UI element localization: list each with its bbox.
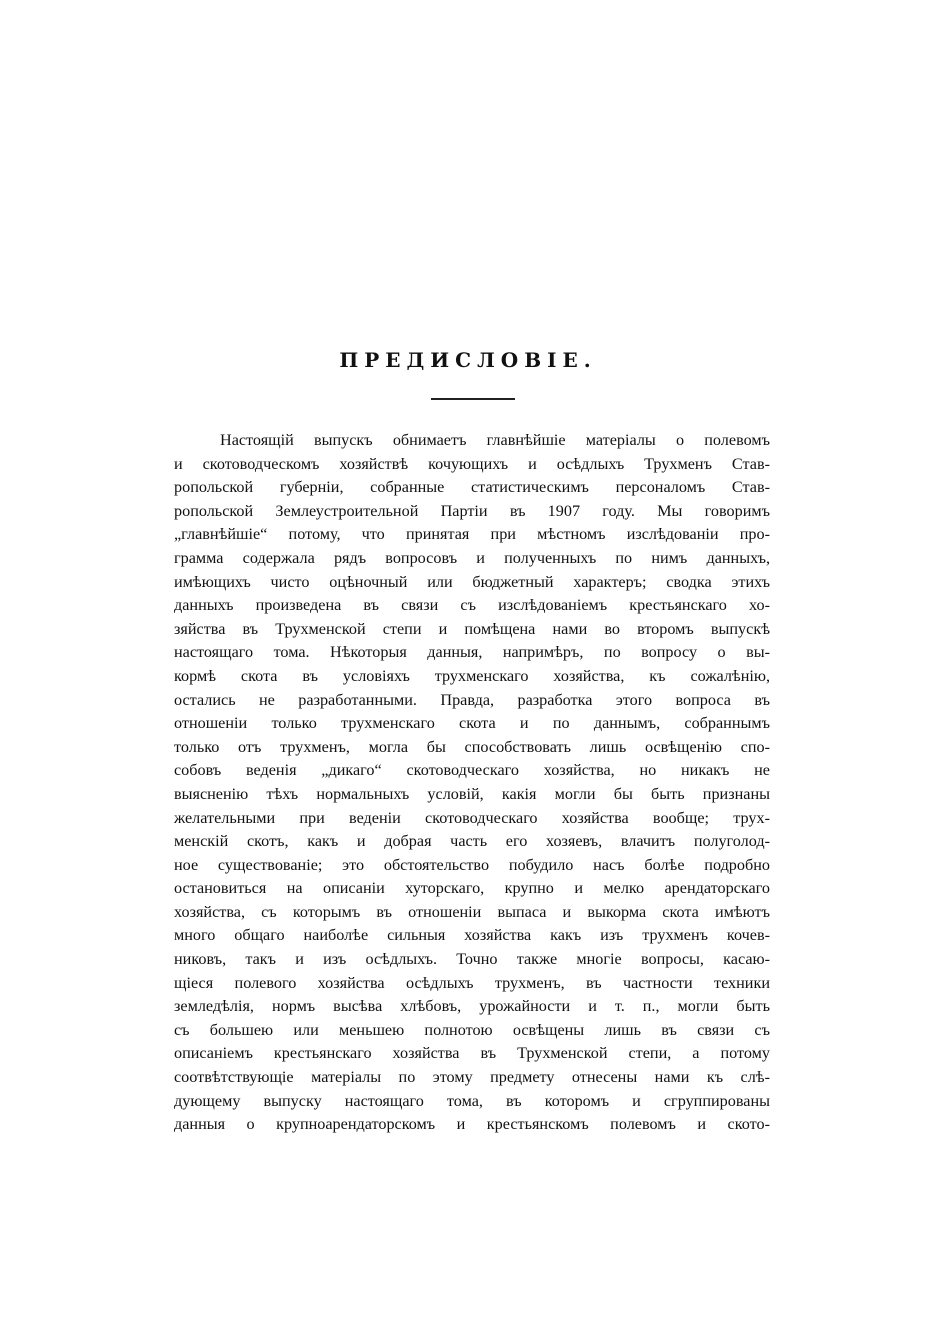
text-line: только отъ трухменъ, могла бы способствовать лишь освѣщенію спо- — [174, 737, 770, 756]
text-line: остановиться на описаніи хуторскаго, крупно и мелко арендаторскаго — [174, 879, 770, 898]
text-line: много общаго наиболѣе сильныя хозяйства какъ изъ трухменъ кочев- — [174, 926, 770, 945]
text-line: ропольской Землеустроительной Партіи въ 1907 году. Мы говоримъ — [174, 501, 770, 520]
text-line: данныя о крупноарендаторскомъ и крестьянскомъ полевомъ и ското- — [174, 1115, 770, 1134]
preface-body — [174, 429, 770, 1137]
text-line: ное существованіе; это обстоятельство побудило насъ болѣе подробно — [174, 855, 770, 874]
text-line: и скотоводческомъ хозяйствѣ кочующихъ и осѣдлыхъ Трухменъ Став- — [174, 454, 770, 473]
text-line: отношеніи только трухменскаго скота и по даннымъ, собраннымъ — [174, 714, 770, 733]
text-line: менскій скотъ, какъ и добрая часть его хозяевъ, влачитъ полуголод- — [174, 832, 770, 851]
text-line: выясненію тѣхъ нормальныхъ условій, какія могли бы быть признаны — [174, 784, 770, 803]
text-line: зяйства въ Трухменской степи и помѣщена нами во второмъ выпускѣ — [174, 619, 770, 638]
text-line: настоящаго тома. Нѣкоторыя данныя, напримѣръ, по вопросу о вы- — [174, 643, 770, 662]
text-line: остались не разработанными. Правда, разработка этого вопроса въ — [174, 690, 770, 709]
text-line: съ большею или меньшею полнотою освѣщены лишь въ связи съ — [174, 1020, 770, 1039]
text-line: ропольской губерніи, собранные статистическимъ персоналомъ Став- — [174, 478, 770, 497]
text-line: хозяйства, съ которымъ въ отношеніи выпаса и выкорма скота имѣютъ — [174, 902, 770, 921]
text-line: соотвѣтствующіе матеріалы по этому предмету отнесены нами къ слѣ- — [174, 1068, 770, 1087]
text-line: грамма содержала рядъ вопросовъ и полученныхъ по нимъ данныхъ, — [174, 548, 770, 567]
text-line: никовъ, такъ и изъ осѣдлыхъ. Точно также многіе вопросы, касаю- — [174, 950, 770, 969]
text-line: „главнѣйшіе“ потому, что принятая при мѣстномъ изслѣдованіи про- — [174, 525, 770, 544]
text-line: желательными при веденіи скотоводческаго хозяйства вообще; трух- — [174, 808, 770, 827]
text-line: собовъ веденія „дикаго“ скотоводческаго хозяйства, но никакъ не — [174, 761, 770, 780]
text-line: описаніемъ крестьянскаго хозяйства въ Трухменской степи, а потому — [174, 1044, 770, 1063]
text-line: земледѣлія, нормъ высѣва хлѣбовъ, урожайности и т. п., могли быть — [174, 997, 770, 1016]
page-title: ПРЕДИСЛОВІЕ. — [339, 348, 597, 372]
text-line: дующему выпуску настоящаго тома, въ которомъ и сгруппированы — [174, 1091, 770, 1110]
title-divider — [431, 398, 515, 400]
text-line: имѣющихъ чисто оцѣночный или бюджетный характеръ; сводка этихъ — [174, 572, 770, 591]
text-line: кормѣ скота въ условіяхъ трухменскаго хозяйства, къ сожалѣнію, — [174, 666, 770, 685]
text-line: данныхъ произведена въ связи съ изслѣдованіемъ крестьянскаго хо- — [174, 596, 770, 615]
text-line: щіеся полевого хозяйства осѣдлыхъ трухменъ, въ частности техники — [174, 973, 770, 992]
text-line: Настоящій выпускъ обнимаетъ главнѣйшіе матеріалы о полевомъ — [220, 431, 770, 449]
